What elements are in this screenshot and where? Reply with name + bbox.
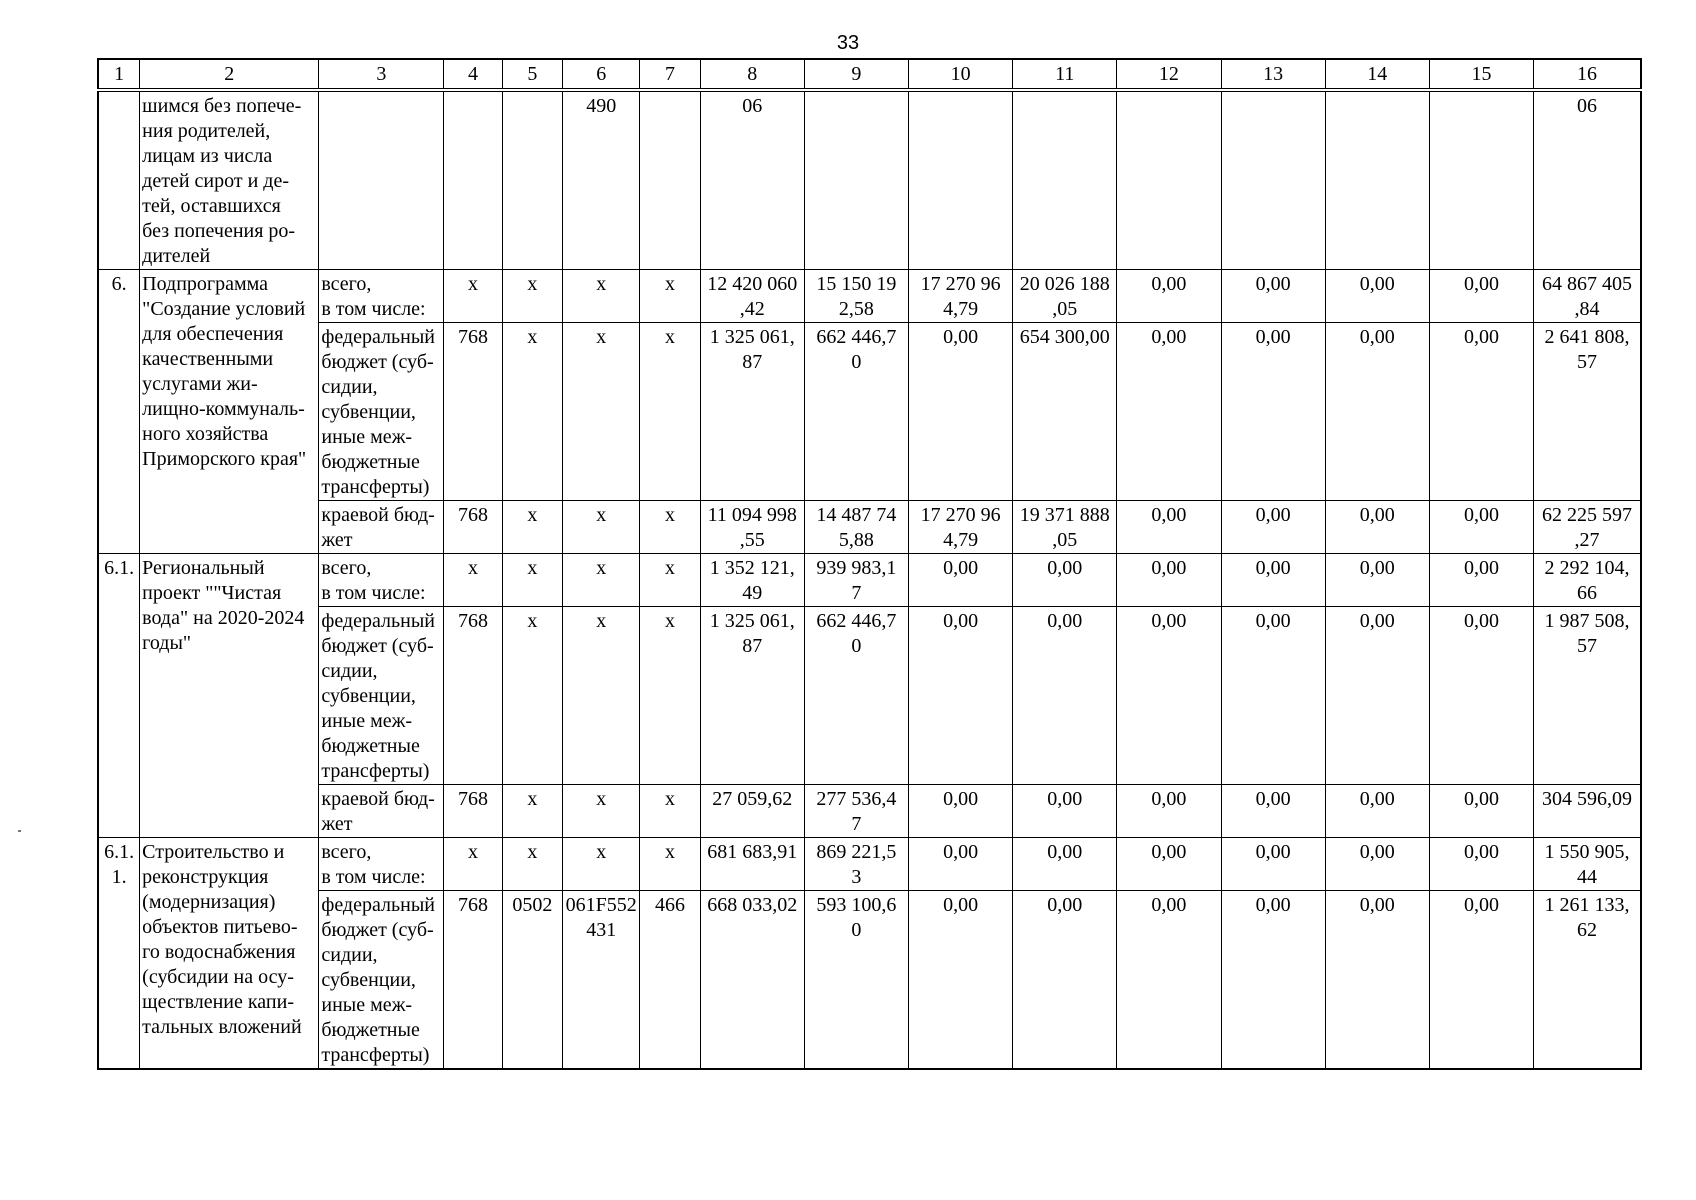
- data-cell: 768: [444, 785, 502, 838]
- data-cell: 12 420 060 ,42: [700, 270, 804, 323]
- data-cell: 1 261 133, 62: [1534, 891, 1641, 1070]
- row-number-cell: 6.1.: [98, 554, 140, 838]
- data-cell: 0,00: [1325, 785, 1429, 838]
- data-cell: 14 487 74 5,88: [804, 501, 908, 554]
- table-row-6-regional: [98, 501, 1641, 554]
- column-number-header-row: [98, 59, 1641, 90]
- program-name-cell: шимся без попече- ния родителей, лицам из числа детей сирот и де- тей, оставшихся без попечения ро- дителей: [140, 90, 319, 270]
- source-cell: всего, в том числе:: [319, 270, 444, 323]
- data-cell: [1221, 90, 1325, 270]
- table-row-6-federal: [98, 323, 1641, 501]
- data-cell: x: [640, 554, 700, 607]
- data-cell: x: [444, 554, 502, 607]
- row-number-cell: 6.: [98, 270, 140, 554]
- data-cell: 0,00: [1013, 607, 1117, 785]
- data-cell: 0,00: [909, 323, 1013, 501]
- data-cell: x: [640, 838, 700, 891]
- data-cell: [1429, 90, 1533, 270]
- data-cell: x: [563, 501, 640, 554]
- source-cell: всего, в том числе:: [319, 838, 444, 891]
- data-cell: 939 983,1 7: [804, 554, 908, 607]
- data-cell: x: [502, 554, 562, 607]
- data-cell: 20 026 188 ,05: [1013, 270, 1117, 323]
- data-cell: 768: [444, 323, 502, 501]
- data-cell: 0,00: [1325, 891, 1429, 1070]
- data-cell: 0,00: [1117, 607, 1221, 785]
- data-cell: [502, 90, 562, 270]
- data-cell: 0,00: [1429, 891, 1533, 1070]
- table-row-6-1-regional: [98, 785, 1641, 838]
- data-cell: 0,00: [909, 838, 1013, 891]
- header-cell: 3: [319, 59, 444, 90]
- header-cell: 8: [700, 59, 804, 90]
- program-name-cell: Строительство и реконструкция (модернизация) объектов питьево- го водоснабжения (субсидии на осу- ществление капи- тальных вложений: [140, 838, 319, 1070]
- header-cell: 15: [1429, 59, 1533, 90]
- data-cell: 0,00: [1429, 270, 1533, 323]
- source-cell: всего, в том числе:: [319, 554, 444, 607]
- header-cell: 7: [640, 59, 700, 90]
- budget-table: [97, 58, 1642, 1070]
- data-cell: 768: [444, 891, 502, 1070]
- data-cell: 304 596,09: [1534, 785, 1641, 838]
- source-cell: федеральный бюджет (суб- сидии, субвенции, иные меж- бюджетные трансферты): [319, 323, 444, 501]
- data-cell: 0,00: [909, 607, 1013, 785]
- data-cell: 0,00: [1117, 785, 1221, 838]
- data-cell: x: [502, 607, 562, 785]
- data-cell: [804, 90, 908, 270]
- data-cell: x: [563, 323, 640, 501]
- data-cell: 0,00: [909, 785, 1013, 838]
- data-cell: 0,00: [1117, 270, 1221, 323]
- data-cell: 0,00: [1429, 323, 1533, 501]
- data-cell: 1 325 061, 87: [700, 607, 804, 785]
- source-cell: краевой бюд- жет: [319, 785, 444, 838]
- data-cell: 681 683,91: [700, 838, 804, 891]
- header-cell: 5: [502, 59, 562, 90]
- data-cell: x: [563, 270, 640, 323]
- data-cell: 0,00: [1429, 607, 1533, 785]
- data-cell: 11 094 998 ,55: [700, 501, 804, 554]
- data-cell: 0,00: [1013, 785, 1117, 838]
- data-cell: x: [444, 270, 502, 323]
- data-cell: x: [563, 607, 640, 785]
- data-cell: [1117, 90, 1221, 270]
- data-cell: 768: [444, 607, 502, 785]
- data-cell: 0,00: [1429, 785, 1533, 838]
- data-cell: 668 033,02: [700, 891, 804, 1070]
- data-cell: 277 536,4 7: [804, 785, 908, 838]
- data-cell: 654 300,00: [1013, 323, 1117, 501]
- header-cell: 2: [140, 59, 319, 90]
- header-cell: 4: [444, 59, 502, 90]
- data-cell: 0,00: [909, 891, 1013, 1070]
- data-cell: 0,00: [1117, 501, 1221, 554]
- data-cell: [909, 90, 1013, 270]
- data-cell: 466: [640, 891, 700, 1070]
- data-cell: 0,00: [1429, 501, 1533, 554]
- data-cell: 0,00: [1221, 501, 1325, 554]
- data-cell: 0,00: [1117, 838, 1221, 891]
- data-cell: 0,00: [1325, 838, 1429, 891]
- data-cell: x: [640, 323, 700, 501]
- data-cell: 17 270 96 4,79: [909, 270, 1013, 323]
- data-cell: x: [563, 554, 640, 607]
- data-cell: 64 867 405 ,84: [1534, 270, 1641, 323]
- data-cell: x: [563, 838, 640, 891]
- data-cell: x: [640, 501, 700, 554]
- data-cell: 0,00: [1325, 270, 1429, 323]
- source-cell: федеральный бюджет (суб- сидии, субвенции, иные меж- бюджетные трансферты): [319, 891, 444, 1070]
- data-cell: 06: [1534, 90, 1641, 270]
- header-cell: 10: [909, 59, 1013, 90]
- data-cell: 662 446,7 0: [804, 323, 908, 501]
- data-cell: 19 371 888 ,05: [1013, 501, 1117, 554]
- page-number: 33: [836, 32, 860, 54]
- data-cell: 869 221,5 3: [804, 838, 908, 891]
- data-cell: 0,00: [1221, 607, 1325, 785]
- data-cell: 17 270 96 4,79: [909, 501, 1013, 554]
- table-row-6-1-1-total: [98, 838, 1641, 891]
- data-cell: 061F552 431: [563, 891, 640, 1070]
- data-cell: 0,00: [1221, 323, 1325, 501]
- data-cell: x: [444, 838, 502, 891]
- header-cell: 11: [1013, 59, 1117, 90]
- data-cell: [444, 90, 502, 270]
- data-cell: 0,00: [1429, 554, 1533, 607]
- data-cell: [1013, 90, 1117, 270]
- data-cell: 0,00: [1013, 891, 1117, 1070]
- table-row-continuation: [98, 90, 1641, 270]
- row-number-cell: 6.1. 1.: [98, 838, 140, 1070]
- header-cell: 1: [98, 59, 140, 90]
- data-cell: 768: [444, 501, 502, 554]
- data-cell: 06: [700, 90, 804, 270]
- data-cell: 62 225 597 ,27: [1534, 501, 1641, 554]
- data-cell: 0,00: [1013, 554, 1117, 607]
- data-cell: 0502: [502, 891, 562, 1070]
- scan-speck: [18, 830, 21, 832]
- program-name-cell: Региональный проект ""Чистая вода" на 2020-2024 годы": [140, 554, 319, 838]
- table-row-6-1-total: [98, 554, 1641, 607]
- data-cell: 662 446,7 0: [804, 607, 908, 785]
- data-cell: 0,00: [1325, 501, 1429, 554]
- header-cell: 6: [563, 59, 640, 90]
- data-cell: x: [640, 270, 700, 323]
- data-cell: [640, 90, 700, 270]
- data-cell: 0,00: [1013, 838, 1117, 891]
- data-cell: 1 987 508, 57: [1534, 607, 1641, 785]
- data-cell: 2 292 104, 66: [1534, 554, 1641, 607]
- data-cell: x: [640, 607, 700, 785]
- header-cell: 13: [1221, 59, 1325, 90]
- data-cell: 0,00: [1221, 838, 1325, 891]
- source-cell: краевой бюд- жет: [319, 501, 444, 554]
- data-cell: 593 100,6 0: [804, 891, 908, 1070]
- header-cell: 14: [1325, 59, 1429, 90]
- data-cell: 0,00: [1221, 554, 1325, 607]
- data-cell: 0,00: [1117, 891, 1221, 1070]
- data-cell: x: [502, 270, 562, 323]
- data-cell: 0,00: [1117, 554, 1221, 607]
- header-cell: 16: [1534, 59, 1641, 90]
- data-cell: x: [502, 323, 562, 501]
- data-cell: x: [502, 838, 562, 891]
- data-cell: 0,00: [1221, 785, 1325, 838]
- data-cell: 1 550 905, 44: [1534, 838, 1641, 891]
- data-cell: 0,00: [1117, 323, 1221, 501]
- data-cell: [1325, 90, 1429, 270]
- table-row-6-1-federal: [98, 607, 1641, 785]
- data-cell: 0,00: [1325, 323, 1429, 501]
- data-cell: 0,00: [1221, 891, 1325, 1070]
- data-cell: 0,00: [1429, 838, 1533, 891]
- header-cell: 9: [804, 59, 908, 90]
- data-cell: 0,00: [909, 554, 1013, 607]
- program-name-cell: Подпрограмма "Создание условий для обеспечения качественными услугами жи- лищно-коммуналь- ного хозяйства Приморского края": [140, 270, 319, 554]
- budget-table-container: [97, 58, 1642, 1070]
- data-cell: x: [502, 785, 562, 838]
- data-cell: 0,00: [1325, 554, 1429, 607]
- source-cell: федеральный бюджет (суб- сидии, субвенции, иные меж- бюджетные трансферты): [319, 607, 444, 785]
- data-cell: x: [563, 785, 640, 838]
- row-number-cell: [98, 90, 140, 270]
- data-cell: 1 352 121, 49: [700, 554, 804, 607]
- data-cell: 0,00: [1221, 270, 1325, 323]
- data-cell: 2 641 808, 57: [1534, 323, 1641, 501]
- header-cell: 12: [1117, 59, 1221, 90]
- source-cell: [319, 90, 444, 270]
- data-cell: 490: [563, 90, 640, 270]
- table-row-6-1-1-federal: [98, 891, 1641, 1070]
- data-cell: 1 325 061, 87: [700, 323, 804, 501]
- data-cell: x: [640, 785, 700, 838]
- data-cell: 0,00: [1325, 607, 1429, 785]
- data-cell: 15 150 19 2,58: [804, 270, 908, 323]
- data-cell: 27 059,62: [700, 785, 804, 838]
- data-cell: x: [502, 501, 562, 554]
- table-row-6-total: [98, 270, 1641, 323]
